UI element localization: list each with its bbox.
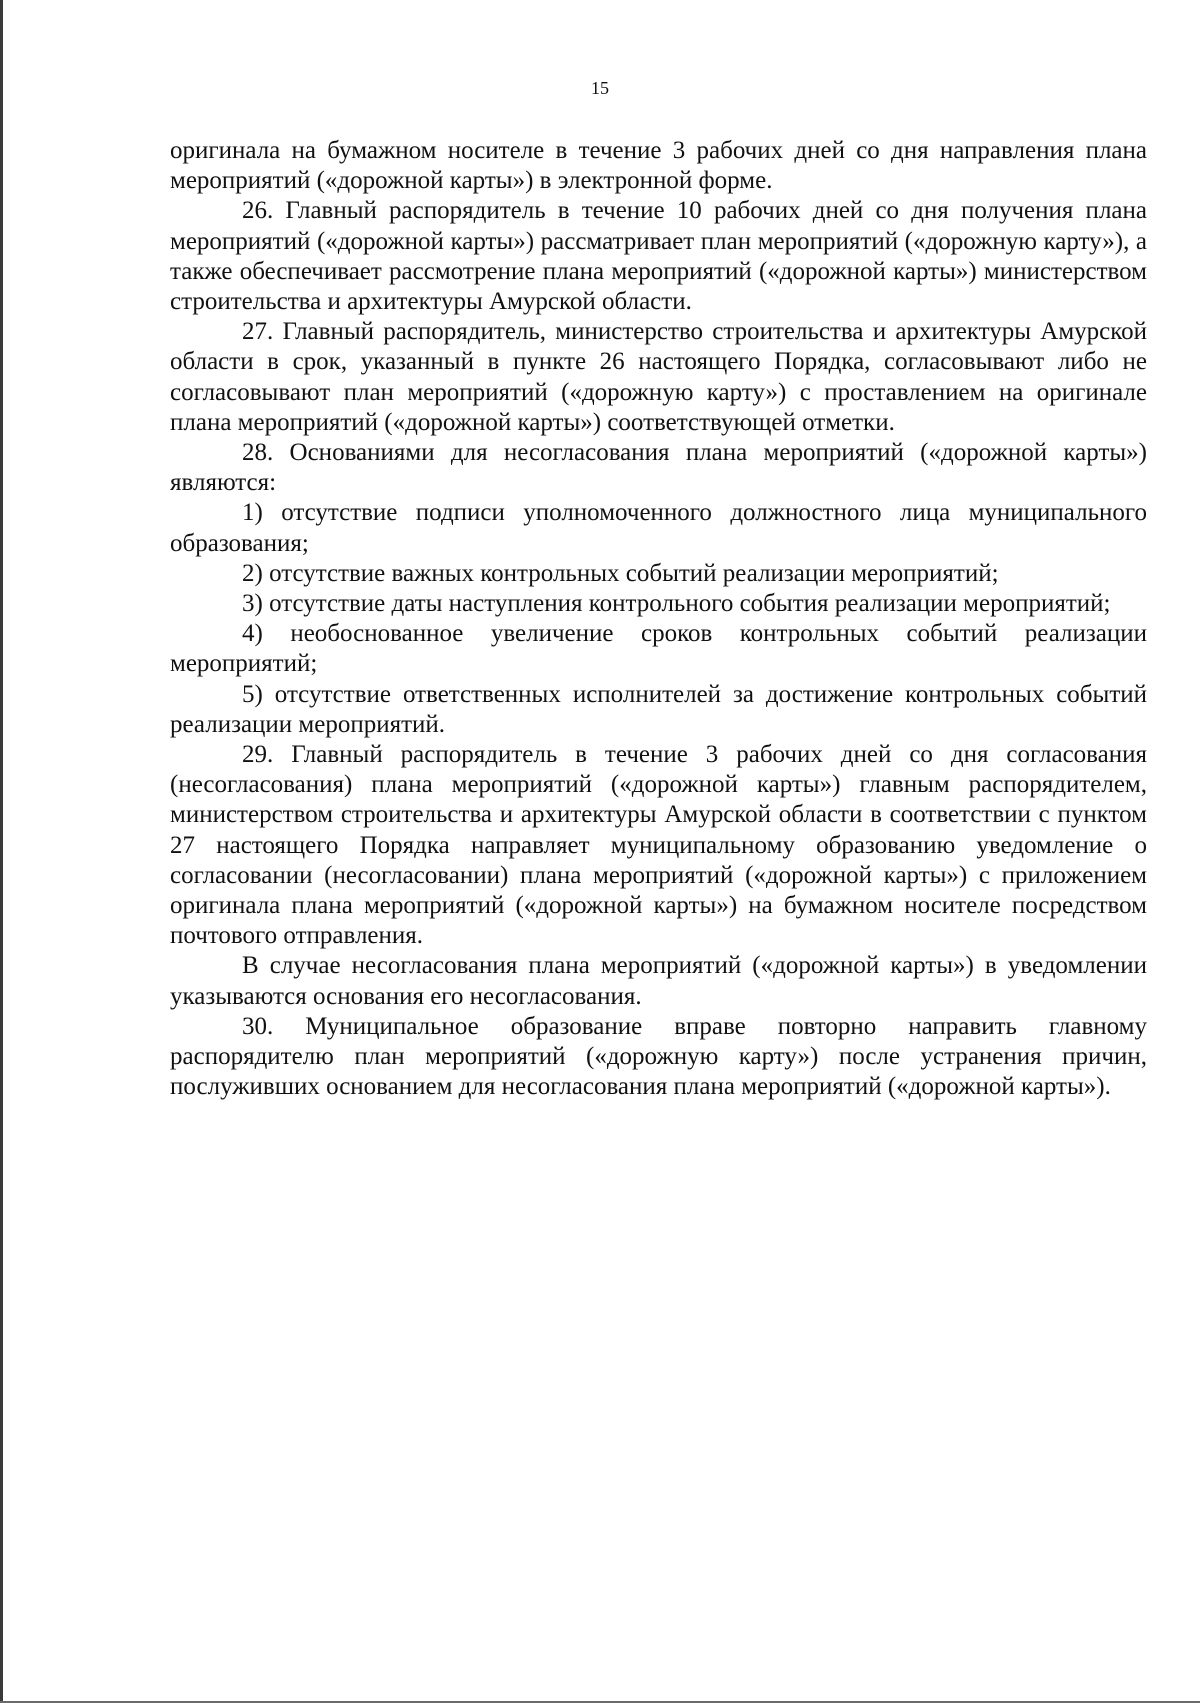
list-item-1: 1) отсутствие подписи уполномоченного должностного лица муниципального образования; [170,499,1147,557]
document-body [170,136,1147,1103]
list-item-4: 4) необоснованное увеличение сроков контрольных событий реализации мероприятий; [170,620,1147,678]
list-item-3: 3) отсутствие даты наступления контрольного события реализации мероприятий; [242,590,1111,618]
list-item-2: 2) отсутствие важных контрольных событий реализации мероприятий; [242,559,999,587]
paragraph-28: 28. Основаниями для несогласования плана мероприятий («дорожной карты») являются: [170,439,1147,497]
paragraph-27: 27. Главный распорядитель, министерство строительства и архитектуры Амурской области в срок, указанный в пункте 26 настоящего Порядка, согласовывают либо не согласовывают план мероприятий («дорожную карту») с проставлением на оригинале плана мероприятий («дорожной карты») соответствующей отметки. [170,318,1147,436]
list-item-5: 5) отсутствие ответственных исполнителей за достижение контрольных событий реализации мероприятий. [170,680,1147,738]
paragraph-continuation: оригинала на бумажном носителе в течение 3 рабочих дней со дня направления плана мероприятий («дорожной карты») в электронной форме. [170,137,1147,195]
scan-edge-left [0,0,3,1703]
paragraph-29-note: В случае несогласования плана мероприятий («дорожной карты») в уведомлении указываются основания его несогласования. [170,952,1147,1010]
paragraph-26: 26. Главный распорядитель в течение 10 рабочих дней со дня получения плана мероприятий («дорожной карты») рассматривает план мероприятий («дорожную карту»), а также обеспечивает рассмотрение плана мероприятий («дорожной карты») министерством строительства и архитектуры Амурской области. [170,197,1147,316]
page-number: 15 [591,78,609,98]
paragraph-29: 29. Главный распорядитель в течение 3 рабочих дней со дня согласования (несогласования) плана мероприятий («дорожной карты») главным распорядителем, министерством строительства и архитектуры Амурской области в соответствии с пунктом 27 настоящего Порядка направляет муниципальному образованию уведомление о согласовании (несогласовании) плана мероприятий («дорожной карты») с приложением оригинала плана мероприятий («дорожной карты») на бумажном носителе посредством почтового отправления. [170,741,1147,950]
paragraph-30: 30. Муниципальное образование вправе повторно направить главному распорядителю план мероприятий («дорожную карту») после устранения причин, послуживших основанием для несогласования плана мероприятий («дорожной карты»). [170,1012,1147,1101]
